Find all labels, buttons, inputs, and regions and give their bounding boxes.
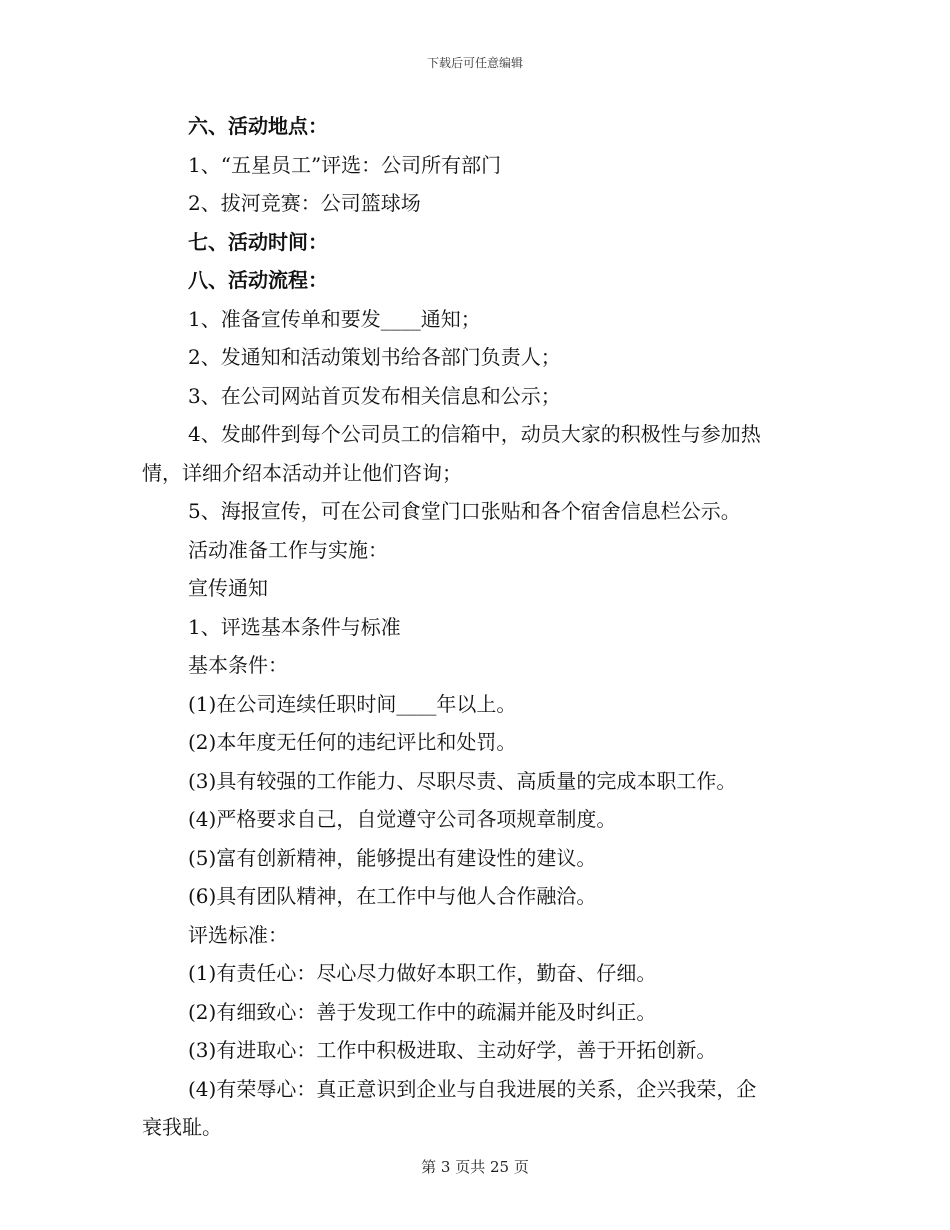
standard-item-2: (2)有细致心：善于发现工作中的疏漏并能及时纠正。 (188, 999, 657, 1024)
basic-conditions-heading: 基本条件： (188, 653, 288, 677)
condition-item-6: (6)具有团队精神，在工作中与他人合作融洽。 (188, 884, 597, 908)
standard-item-3: (3)有进取心：工作中积极进取、主动好学，善于开拓创新。 (188, 1038, 717, 1062)
process-item-4: 4、发邮件到每个公司员工的信箱中，动员大家的积极性与参加热 (188, 422, 761, 446)
criteria-heading: 1、评选基本条件与标准 (188, 614, 401, 639)
section-heading-location: 六、活动地点： (188, 114, 328, 138)
section-heading-process: 八、活动流程： (188, 268, 328, 292)
page-header: 下载后可任意编辑 (426, 56, 523, 70)
publicity-notice-heading: 宣传通知 (188, 576, 268, 600)
standard-item-4-continued: 衰我耻。 (142, 1115, 222, 1139)
condition-item-3: (3)具有较强的工作能力、尽职尽责、高质量的完成本职工作。 (188, 768, 737, 793)
preparation-heading: 活动准备工作与实施： (188, 537, 388, 562)
section-heading-time: 七、活动时间： (188, 229, 328, 254)
standards-heading: 评选标准： (188, 922, 288, 947)
process-item-1: 1、准备宣传单和要发____通知； (188, 306, 481, 331)
condition-item-4: (4)严格要求自己，自觉遵守公司各项规章制度。 (188, 807, 617, 831)
location-item-2: 2、拔河竞赛：公司篮球场 (188, 191, 421, 215)
process-item-2: 2、发通知和活动策划书给各部门负责人； (188, 345, 561, 369)
process-item-3: 3、在公司网站首页发布相关信息和公示； (188, 383, 561, 408)
condition-item-1: (1)在公司连续任职时间____年以上。 (188, 691, 517, 716)
location-item-1: 1、“五星员工”评选：公司所有部门 (188, 152, 502, 177)
standard-item-1: (1)有责任心：尽心尽力做好本职工作，勤奋、仔细。 (188, 961, 657, 985)
document-body (142, 107, 812, 1147)
condition-item-5: (5)富有创新精神，能够提出有建设性的建议。 (188, 845, 597, 870)
standard-item-4: (4)有荣辱心：真正意识到企业与自我进展的关系，企兴我荣，企 (188, 1076, 757, 1101)
page-footer: 第 3 页共 25 页 (421, 1158, 529, 1176)
process-item-5: 5、海报宣传，可在公司食堂门口张贴和各个宿舍信息栏公示。 (188, 499, 741, 523)
process-item-4-continued: 情，详细介绍本活动并让他们咨询； (142, 460, 462, 485)
condition-item-2: (2)本年度无任何的违纪评比和处罚。 (188, 730, 517, 754)
